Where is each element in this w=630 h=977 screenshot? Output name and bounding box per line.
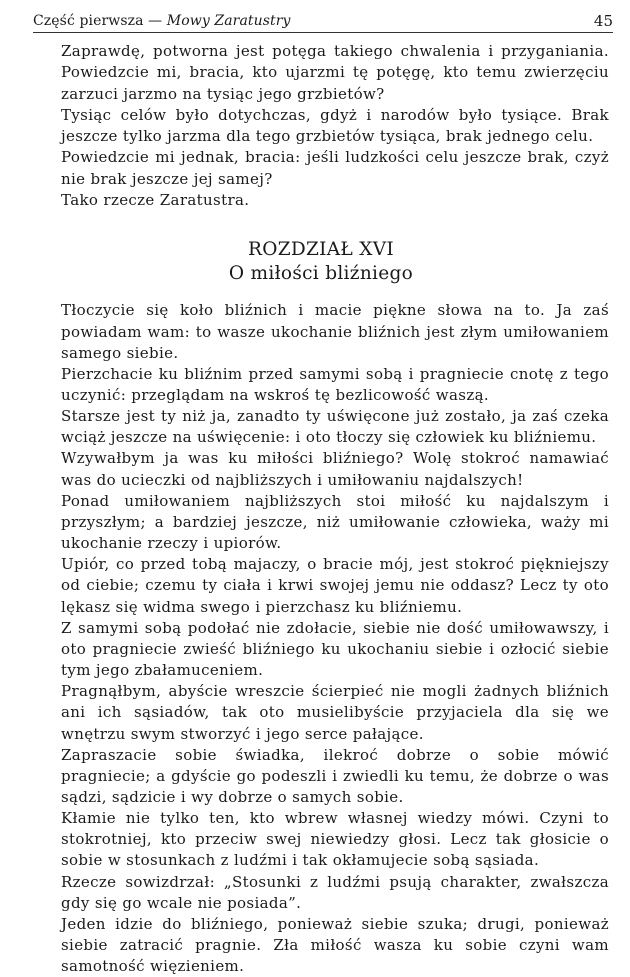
- paragraph: Pierzchacie ku bliźnim przed samymi sobą i pragniecie cnotę z tego uczynić: przeglądam na wskroś tę bezlicowość waszą.: [61, 364, 609, 404]
- part-label: Część pierwsza —: [33, 13, 163, 29]
- header-rule: [33, 32, 613, 33]
- paragraph: Ponad umiłowaniem najbliższych stoi miłość ku najdalszym i przyszłym; a bardziej jeszcze, niż umiłowanie człowieka, waży mi ukochanie rzeczy i upiorów.: [61, 491, 609, 553]
- paragraph: Kłamie nie tylko ten, kto wbrew własnej wiedzy mówi. Czyni to stokrotniej, kto przeciw swej niewiedzy głosi. Lecz tak głosicie o sobie w stosunkach z ludźmi i tak okłamujecie sobą sąsiada.: [61, 809, 609, 870]
- paragraph: Pragnąłbym, abyście wreszcie ścierpieć nie mogli żadnych bliźnich ani ich sąsiadów, tak oto musielibyście przyjaciela dla się we wnętrzu swym stworzyć i jego serce pałające.: [61, 682, 609, 743]
- paragraph: Rzecze sowizdrzał: „Stosunki z ludźmi psują charakter, zwałszcza gdy się go wcale nie posiada”.: [61, 872, 609, 912]
- paragraph: Powiedzcie mi jednak, bracia: jeśli ludzkości celu jeszcze brak, czyż nie brak jeszcze jej samej?: [61, 148, 609, 188]
- paragraph: Wzywałbym ja was ku miłości bliźniego? Wolę stokroć namawiać was do ucieczki od najbliższych i umiłowaniu najdalszych!: [61, 449, 609, 489]
- paragraph: Z samymi sobą podołać nie zdołacie, siebie nie dość umiłowawszy, i oto pragniecie zwieść bliźniego ku ukochaniu siebie i ozłocić siebie tym jego zbałamuceniem.: [61, 618, 609, 680]
- page-number: 45: [593, 12, 613, 30]
- chapter-number: ROZDZIAŁ XVI: [248, 239, 394, 261]
- running-header: [33, 10, 613, 32]
- paragraph: Tako rzecze Zaratustra.: [61, 191, 250, 210]
- paragraph: Zapraszacie sobie świadka, ilekroć dobrze o sobie mówić pragniecie; a gdyście go podeszli i zwiedli ku temu, że dobrze o was sądzi, sądzicie i wy dobrze o samych sobie.: [61, 745, 609, 806]
- book-title: Mowy Zaratustry: [166, 13, 291, 29]
- paragraph: Upiór, co przed tobą majaczy, o bracie mój, jest stokroć piękniejszy od ciebie; czemu ty ciała i krwi swojej jemu nie oddasz? Lecz ty oto lękasz się widma swego i pierzchasz ku bliźniemu.: [61, 555, 609, 616]
- paragraph: Zaprawdę, potworna jest potęga takiego chwalenia i przyganiania. Powiedzcie mi, bracia, kto ujarzmi tę potęgę, kto temu zwierzęciu zarzuci jarzmo na tysiąc jego grzbietów?: [61, 42, 609, 103]
- chapter-title: O miłości bliźniego: [228, 263, 414, 285]
- paragraph: Tłoczycie się koło bliźnich i macie piękne słowa na to. Ja zaś powiadam wam: to wasze ukochanie bliźnich jest złym umiłowaniem samego siebie.: [61, 301, 609, 362]
- paragraph: Starsze jest ty niż ja, zanadto ty uświęcone już zostało, ja zaś czeka wciąż jeszcze na uświęcenie: i oto tłoczy się człowiek ku bliźniemu.: [61, 407, 609, 447]
- chapter-text: [61, 300, 609, 977]
- chapter-heading: [33, 238, 609, 286]
- page-body: [61, 41, 609, 977]
- paragraph: Jeden idzie do bliźniego, ponieważ siebie szuka; drugi, ponieważ siebie zatracić pragnie. Zła miłość wasza ku sobie czyni wam samotność więzieniem.: [61, 914, 609, 976]
- running-header-left: [33, 12, 291, 30]
- paragraph: Tysiąc celów było dotychczas, gdyż i narodów było tysiące. Brak jeszcze tylko jarzma dla tego grzbietów tysiąca, brak jednego celu.: [61, 105, 609, 146]
